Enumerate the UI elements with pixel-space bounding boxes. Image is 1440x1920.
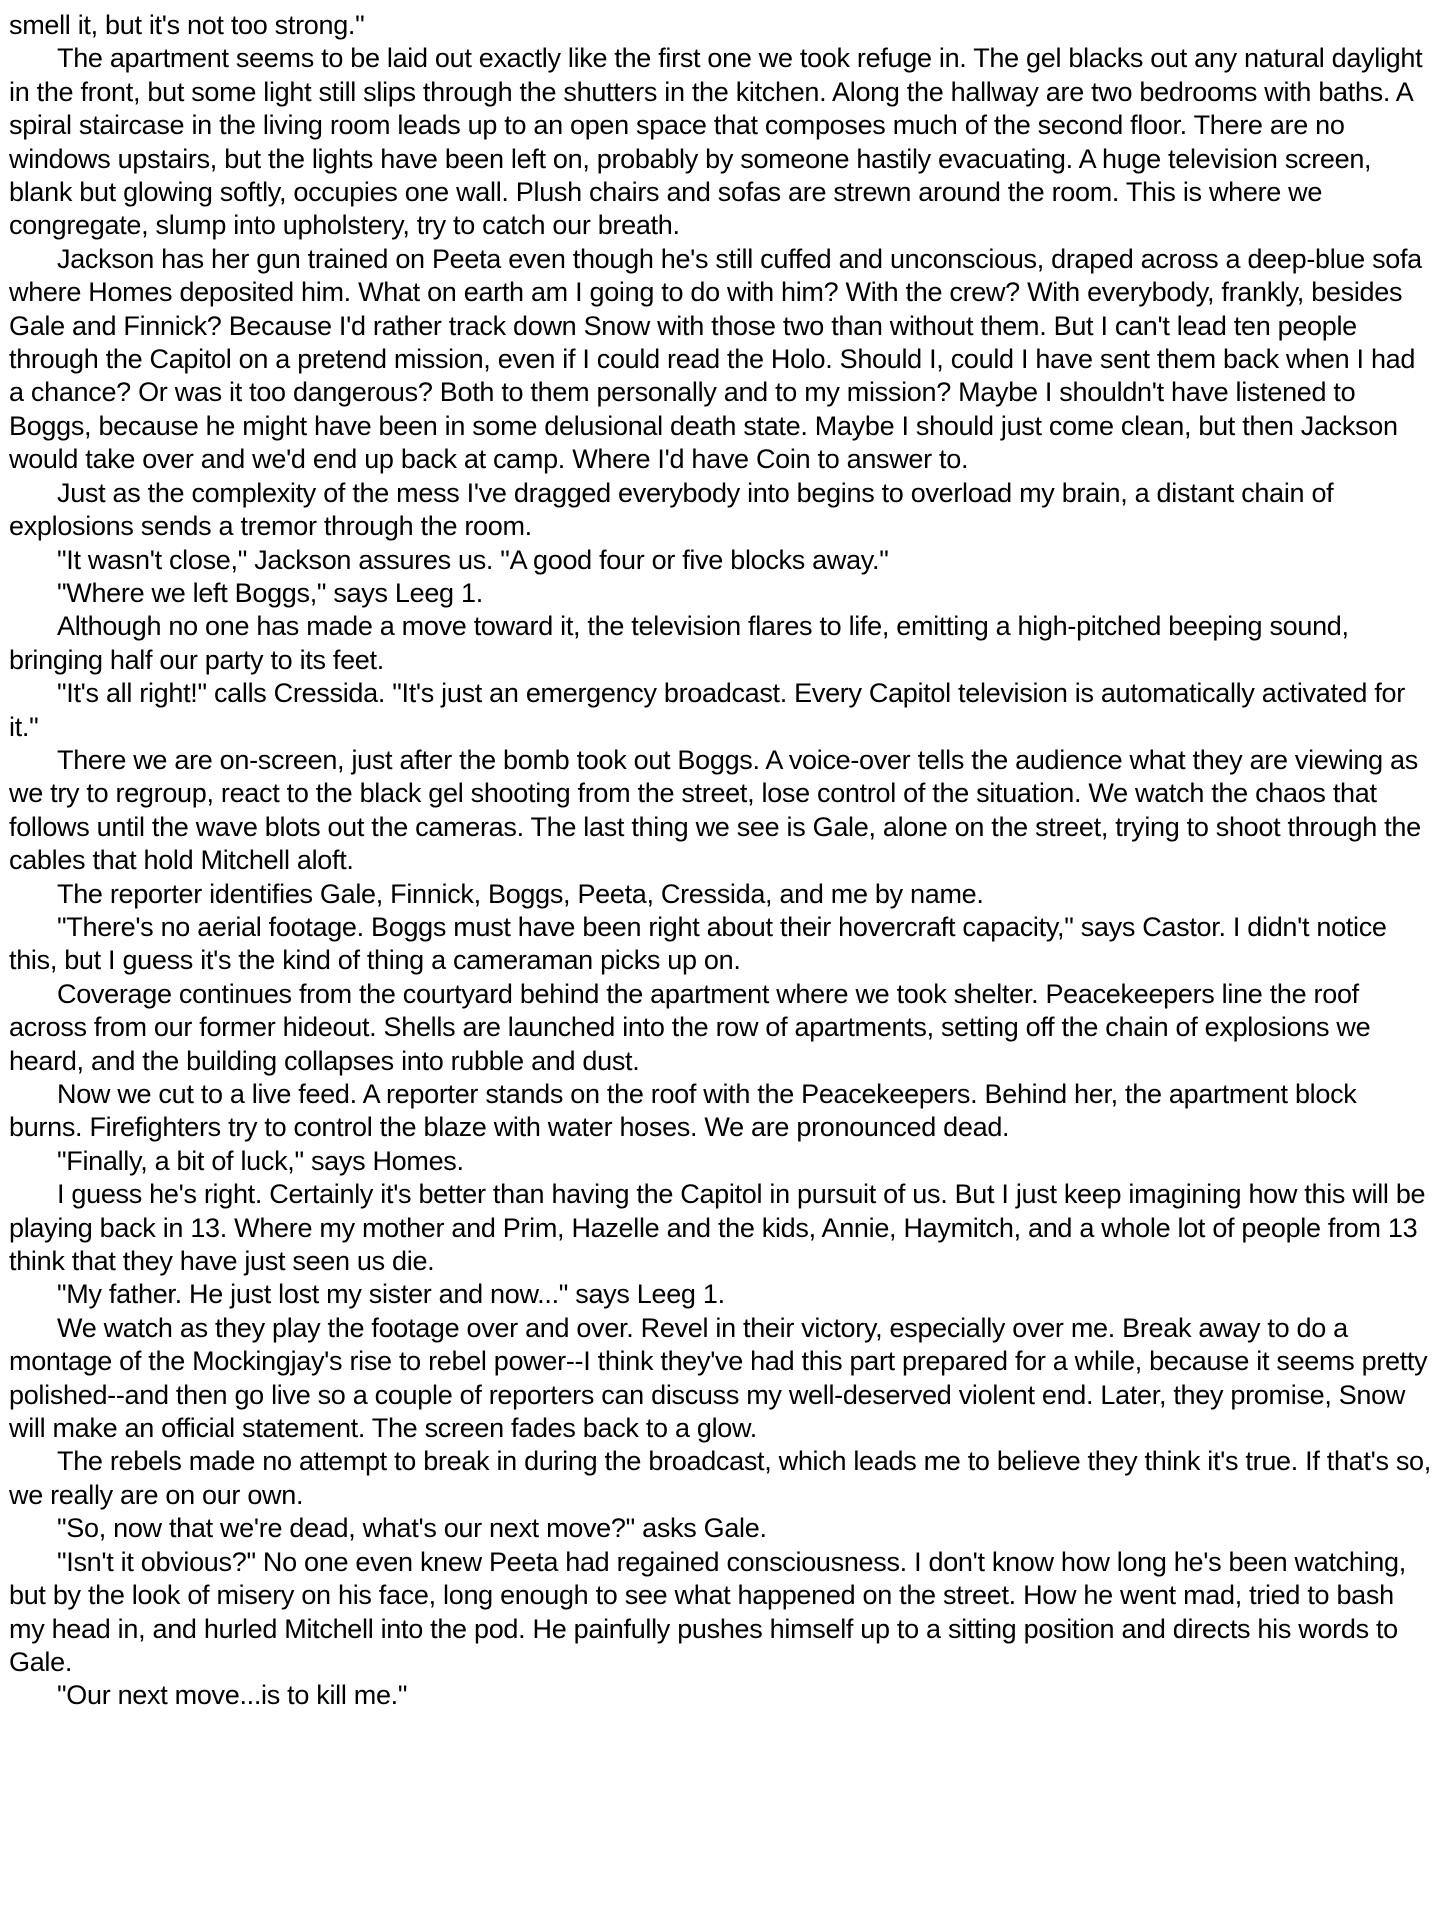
paragraph: Jackson has her gun trained on Peeta even though he's still cuffed and unconscious, draped across a deep-blue sofa where Homes deposited him. What on earth am I going to do with him? With the crew? With everybody, frankly, besides Gale and Finnick? Because I'd rather track down Snow with those two than without them. But I can't lead ten people through the Capitol on a pretend mission, even if I could read the Holo. Should I, could I have sent them back when I had a chance? Or was it too dangerous? Both to them personally and to my mission? Maybe I shouldn't have listened to Boggs, because he might have been in some delusional death state. Maybe I should just come clean, but then Jackson would take over and we'd end up back at camp. Where I'd have Coin to answer to. (9, 243, 1422, 475)
paragraph: Although no one has made a move toward it, the television flares to life, emitting a high-pitched beeping sound, bringing half our party to its feet. (9, 611, 1349, 675)
paragraph: "It wasn't close," Jackson assures us. "A good four or five blocks away." (57, 544, 889, 575)
paragraph: "Our next move...is to kill me." (57, 1680, 408, 1711)
paragraph: Now we cut to a live feed. A reporter stands on the roof with the Peacekeepers. Behind her, the apartment block burns. Firefighters try to control the blaze with water hoses. We are pronounced dead. (9, 1079, 1357, 1143)
paragraph: "So, now that we're dead, what's our next move?" asks Gale. (57, 1513, 767, 1544)
paragraph: "There's no aerial footage. Boggs must have been right about their hovercraft capacity," says Castor. I didn't notice this, but I guess it's the kind of thing a cameraman picks up on. (9, 911, 1387, 976)
paragraph: Just as the complexity of the mess I've dragged everybody into begins to overload my brain, a distant chain of explosions sends a tremor through the room. (9, 477, 1334, 542)
paragraph: "My father. He just lost my sister and now..." says Leeg 1. (57, 1279, 725, 1310)
paragraph: "Where we left Boggs," says Leeg 1. (57, 577, 483, 608)
paragraph: The apartment seems to be laid out exactly like the first one we took refuge in. The gel blacks out any natural daylight in the front, but some light still slips through the shutters in the kitchen. Along the hallway are two bedrooms with baths. A spiral staircase in the living room leads up to an open space that composes much of the second floor. There are no windows upstairs, but the lights have been left on, probably by someone hastily evacuating. A huge television screen, blank but glowing softly, occupies one wall. Plush chairs and sofas are strewn around the room. This is where we congregate, slump into upholstery, try to catch our breath. (9, 43, 1423, 241)
paragraph: smell it, but it's not too strong." (9, 10, 365, 40)
paragraph: We watch as they play the footage over and over. Revel in their victory, especially over me. Break away to do a montage of the Mockingjay's rise to rebel power--I think they've had this part prepared for a while, because it seems pretty polished--and then go live so a couple of reporters can discuss my well-deserved violent end. Later, they promise, Snow will make an official statement. The screen fades back to a glow. (9, 1312, 1428, 1444)
paragraph: There we are on-screen, just after the bomb took out Boggs. A voice-over tells the audience what they are viewing as we try to regroup, react to the black gel shooting from the street, lose control of the situation. We watch the chaos that follows until the wave blots out the cameras. The last thing we see is Gale, alone on the street, trying to shoot through the cables that hold Mitchell aloft. (9, 744, 1421, 876)
paragraph: Coverage continues from the courtyard behind the apartment where we took shelter. Peacekeepers line the roof across from our former hideout. Shells are launched into the row of apartments, setting off the chain of explosions we heard, and the building collapses into rubble and dust. (9, 978, 1371, 1076)
page-text (9, 9, 1432, 1713)
paragraph: The rebels made no attempt to break in during the broadcast, which leads me to believe they think it's true. If that's so, we really are on our own. (9, 1446, 1431, 1510)
paragraph: I guess he's right. Certainly it's better than having the Capitol in pursuit of us. But I just keep imagining how this will be playing back in 13. Where my mother and Prim, Hazelle and the kids, Annie, Haymitch, and a whole lot of people from 13 think that they have just seen us die. (9, 1179, 1426, 1277)
paragraph: "Isn't it obvious?" No one even knew Peeta had regained consciousness. I don't know how long he's been watching, but by the look of misery on his face, long enough to see what happened on the street. How he went mad, tried to bash my head in, and hurled Mitchell into the pod. He painfully pushes himself up to a sitting position and directs his words to Gale. (9, 1546, 1406, 1677)
paragraph: The reporter identifies Gale, Finnick, Boggs, Peeta, Cressida, and me by name. (57, 878, 984, 909)
paragraph: "Finally, a bit of luck," says Homes. (57, 1145, 464, 1176)
paragraph: "It's all right!" calls Cressida. "It's just an emergency broadcast. Every Capitol television is automatically activated for it." (9, 678, 1405, 742)
